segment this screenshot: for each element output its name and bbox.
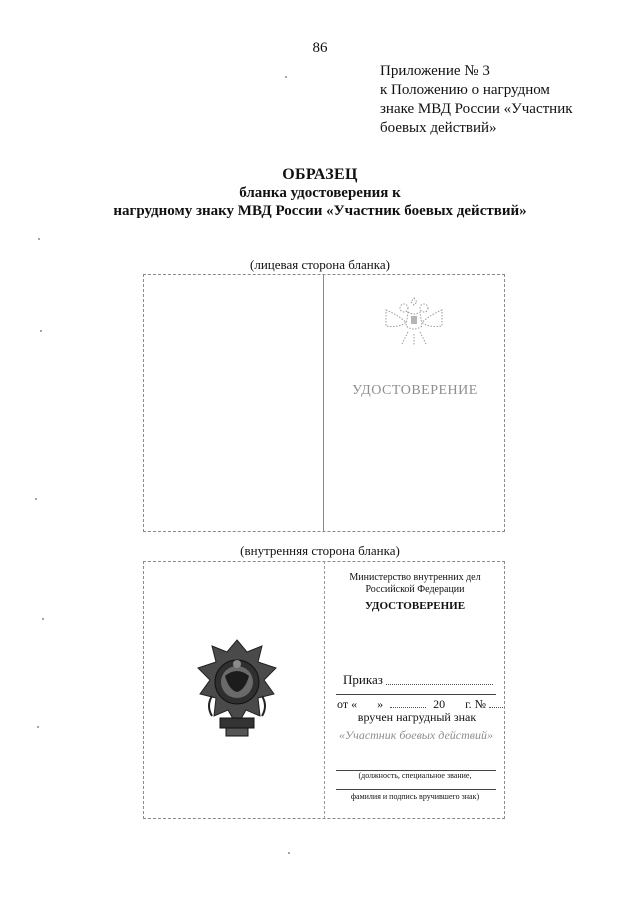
date-quote-close: » [377,697,384,711]
signature-caption: фамилия и подпись вручившего знак) [350,792,480,801]
cover-title: УДОСТОВЕРЕНИЕ [352,383,478,398]
scan-speck [37,726,39,728]
ministry-line-2: Российской Федерации [365,584,465,595]
date-from-label: от « [337,697,358,711]
title-line-3: нагрудному знаку МВД России «Участник боевых действий» [113,203,527,219]
inner-fold-line [324,561,325,819]
document-title [0,166,640,220]
ministry-line-1: Министерство внутренних дел [349,572,481,583]
month-field [390,699,426,708]
order-field-line [386,684,493,685]
appendix-line: знаке МВД России «Участник [380,101,573,117]
front-fold-line [323,274,324,532]
appendix-reference [380,62,620,138]
ministry-name [326,572,504,596]
signature-line-2 [336,789,496,790]
number-field [489,699,503,708]
scan-speck [285,76,287,78]
order-label: Приказ [343,672,383,687]
year-label: 20 [433,697,446,711]
appendix-line: боевых действий» [380,120,497,136]
scan-speck [35,498,37,500]
appendix-line: к Положению о нагрудном [380,82,550,98]
front-side-label: (лицевая сторона бланка) [250,257,390,272]
title-line-1: ОБРАЗЕЦ [282,166,358,183]
scan-speck [42,618,44,620]
double-headed-eagle-icon [378,292,450,350]
position-caption: (должность, специальное звание, [358,771,472,780]
title-line-2: бланка удостоверения к [239,185,401,201]
page-number: 86 [312,40,328,56]
mvd-badge-icon [192,636,282,746]
scan-speck [40,330,42,332]
inner-title: УДОСТОВЕРЕНИЕ [364,600,466,612]
appendix-line: Приложение № 3 [380,63,490,79]
awarded-text: вручен нагрудный знак [357,710,477,724]
inner-side-label: (внутренняя сторона бланка) [240,543,400,558]
separator-line [336,694,496,695]
front-side-blank [143,274,505,532]
badge-name: «Участник боевых действий» [339,728,493,742]
scan-speck [288,852,290,854]
number-label: г. № [465,697,487,711]
scan-speck [38,238,40,240]
